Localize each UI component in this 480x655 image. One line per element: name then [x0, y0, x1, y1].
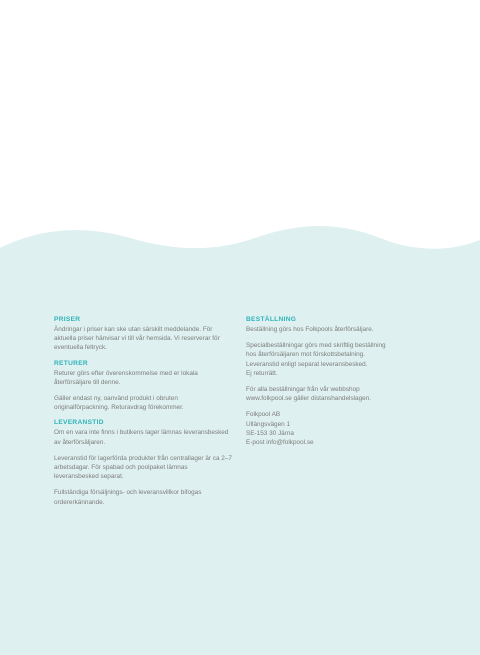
webshop-link: www.folkpool.se gäller distanshandelslagen. [246, 395, 372, 403]
text-line: Specialbeställningar görs med skriftlig beställning [246, 342, 386, 350]
street-address: Ullängsvägen 1 [246, 420, 291, 428]
heading-bestallning: BESTÄLLNING [246, 316, 297, 323]
section-address [246, 410, 424, 447]
section-leveranstid [54, 419, 232, 506]
text-line: Ej returrätt. [246, 369, 278, 377]
heading-returer: RETURER [54, 359, 88, 367]
text-bestallning-3 [246, 385, 424, 403]
left-column [54, 316, 232, 514]
text-leveranstid-3: Fullständiga försäljnings- och leveransvillkor bifogas ordererkännande. [54, 489, 202, 506]
email-address: E-post info@folkpool.se [246, 439, 314, 447]
text-returer-1: Returer görs efter överenskommelse med er lokala återförsäljare till denne. [54, 369, 198, 386]
text-bestallning-2 [246, 341, 424, 378]
text-line: Leveranstid enligt separat leveransbesked. [246, 360, 368, 368]
text-line: För alla beställningar från vår webbshop [246, 386, 360, 394]
section-bestallning [246, 316, 424, 403]
section-priser [54, 316, 232, 353]
right-column [246, 316, 424, 454]
text-leveranstid-2: Leveranstid för lagerförda produkter från centrallager är ca 2–7 arbetsdagar. För spabad och poolpaket lämnas leveransbesked separat. [54, 454, 232, 481]
text-leveranstid-1: Om en vara inte finns i butikens lager lämnas leveransbesked av återförsäljaren. [54, 429, 229, 446]
company-name: Folkpool AB [246, 411, 281, 419]
text-returer-2: Gäller endast ny, oanvänd produkt i obruten originalförpackning. Returavdrag förekommer. [54, 395, 184, 412]
heading-priser: PRISER [54, 316, 81, 323]
text-line: hos återförsäljaren mot förskottsbetalning. [246, 351, 365, 359]
address-block [246, 410, 424, 447]
text-bestallning-1: Beställning görs hos Folkpools återförsäljare. [246, 326, 374, 333]
postal-city: SE-153 30 Järna [246, 429, 294, 437]
section-returer [54, 360, 232, 413]
text-priser: Ändringar i priser kan ske utan särskilt meddelande. För aktuella priser hänvisar vi till vår hemsida. Vi reserverar för eventuella feltryck. [54, 326, 220, 352]
heading-leveranstid: LEVERANSTID [54, 419, 104, 427]
